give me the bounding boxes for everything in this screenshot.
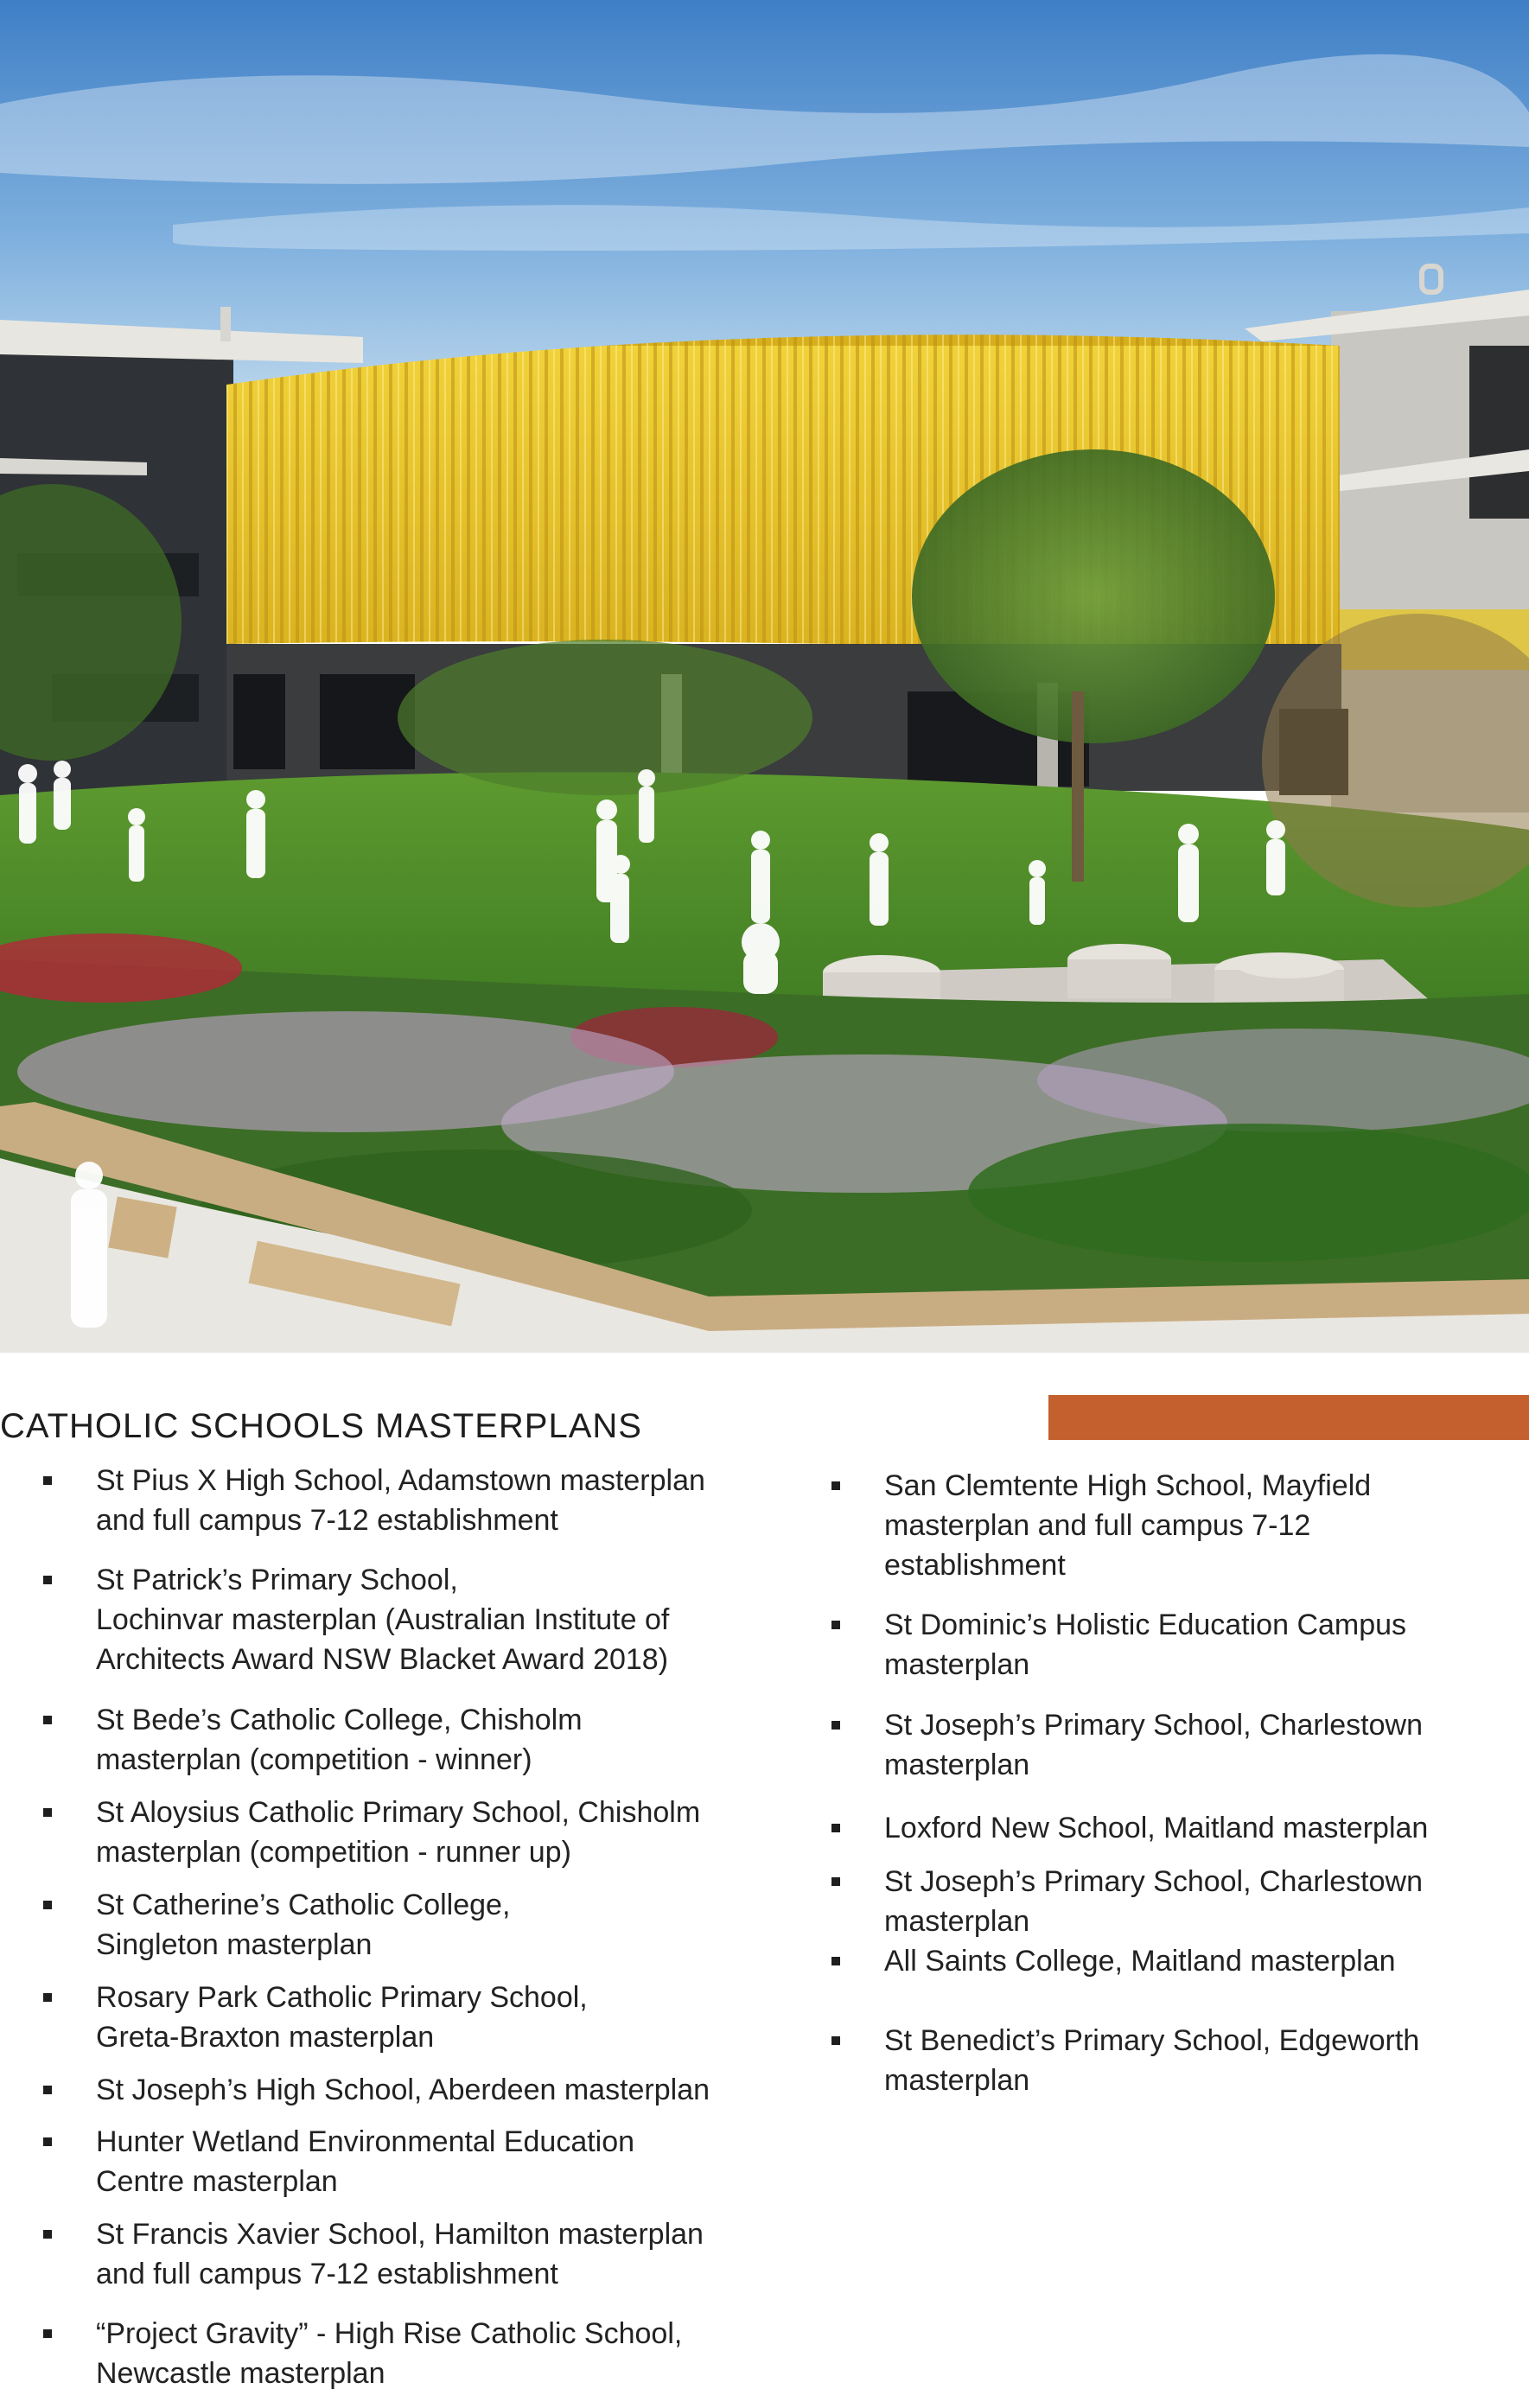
list-item-text: St Catherine’s Catholic College, <box>96 1889 511 1921</box>
bullet-icon <box>831 1481 840 1490</box>
list-item-text: masterplan <box>884 1648 1030 1681</box>
list-item-text: St Bede’s Catholic College, Chisholm <box>96 1704 583 1736</box>
bullet-icon <box>43 2329 52 2338</box>
tree <box>912 449 1275 743</box>
bullet-icon <box>831 1957 840 1965</box>
list-item-text: St Joseph’s High School, Aberdeen masterplan <box>96 2074 710 2106</box>
list-item-text: St Pius X High School, Adamstown masterplan <box>96 1464 705 1497</box>
list-item-text: Centre masterplan <box>96 2165 338 2198</box>
list-item-text: Lochinvar masterplan (Australian Institute of <box>96 1603 670 1636</box>
bullet-icon <box>43 1993 52 2002</box>
list-item-text: Newcastle masterplan <box>96 2357 385 2390</box>
bullet-icon <box>43 1901 52 1909</box>
bullet-icon <box>831 1621 840 1629</box>
list-item-text: San Clemtente High School, Mayfield <box>884 1469 1372 1502</box>
bullet-icon <box>43 1476 52 1485</box>
bullet-icon <box>43 1808 52 1817</box>
accent-bar <box>1048 1395 1529 1440</box>
list-item-text: St Benedict’s Primary School, Edgeworth <box>884 2024 1420 2057</box>
list-item-text: and full campus 7-12 establishment <box>96 2258 558 2290</box>
list-item-text: St Joseph’s Primary School, Charlestown <box>884 1865 1423 1898</box>
section-heading: CATHOLIC SCHOOLS MASTERPLANS <box>0 1407 642 1445</box>
bullet-icon <box>43 1576 52 1584</box>
bullet-icon <box>43 2086 52 2094</box>
list-item-text: masterplan <box>884 1749 1030 1781</box>
list-item-text: masterplan (competition - winner) <box>96 1743 532 1776</box>
list-item-text: masterplan <box>884 2064 1030 2097</box>
list-item-text: St Aloysius Catholic Primary School, Chisholm <box>96 1796 701 1829</box>
list-item-text: St Dominic’s Holistic Education Campus <box>884 1609 1407 1641</box>
bullet-icon <box>831 1721 840 1730</box>
list-item-text: masterplan (competition - runner up) <box>96 1836 571 1869</box>
list-item-text: St Joseph’s Primary School, Charlestown <box>884 1709 1423 1742</box>
list-item-text: establishment <box>884 1549 1066 1582</box>
list-item-text: masterplan <box>884 1905 1030 1938</box>
bullet-icon <box>43 2137 52 2146</box>
list-item-text: masterplan and full campus 7-12 <box>884 1509 1311 1542</box>
bullet-icon <box>831 1824 840 1832</box>
bullet-icon <box>43 1716 52 1724</box>
bullet-icon <box>43 2230 52 2239</box>
list-item-text: and full campus 7-12 establishment <box>96 1504 558 1537</box>
list-item-text: St Patrick’s Primary School, <box>96 1564 458 1596</box>
list-item-text: Rosary Park Catholic Primary School, <box>96 1981 588 2014</box>
bullet-icon <box>831 2036 840 2045</box>
list-item-text: Singleton masterplan <box>96 1928 373 1961</box>
list-item-text: St Francis Xavier School, Hamilton masterplan <box>96 2218 704 2251</box>
list-item-text: Architects Award NSW Blacket Award 2018) <box>96 1643 669 1676</box>
list-item-text: Loxford New School, Maitland masterplan <box>884 1812 1429 1844</box>
bullet-icon <box>831 1877 840 1886</box>
list-item-text: All Saints College, Maitland masterplan <box>884 1945 1396 1978</box>
list-item-text: Greta-Braxton masterplan <box>96 2021 435 2054</box>
list-item-text: “Project Gravity” - High Rise Catholic School, <box>96 2317 683 2350</box>
list-item-text: Hunter Wetland Environmental Education <box>96 2125 635 2158</box>
